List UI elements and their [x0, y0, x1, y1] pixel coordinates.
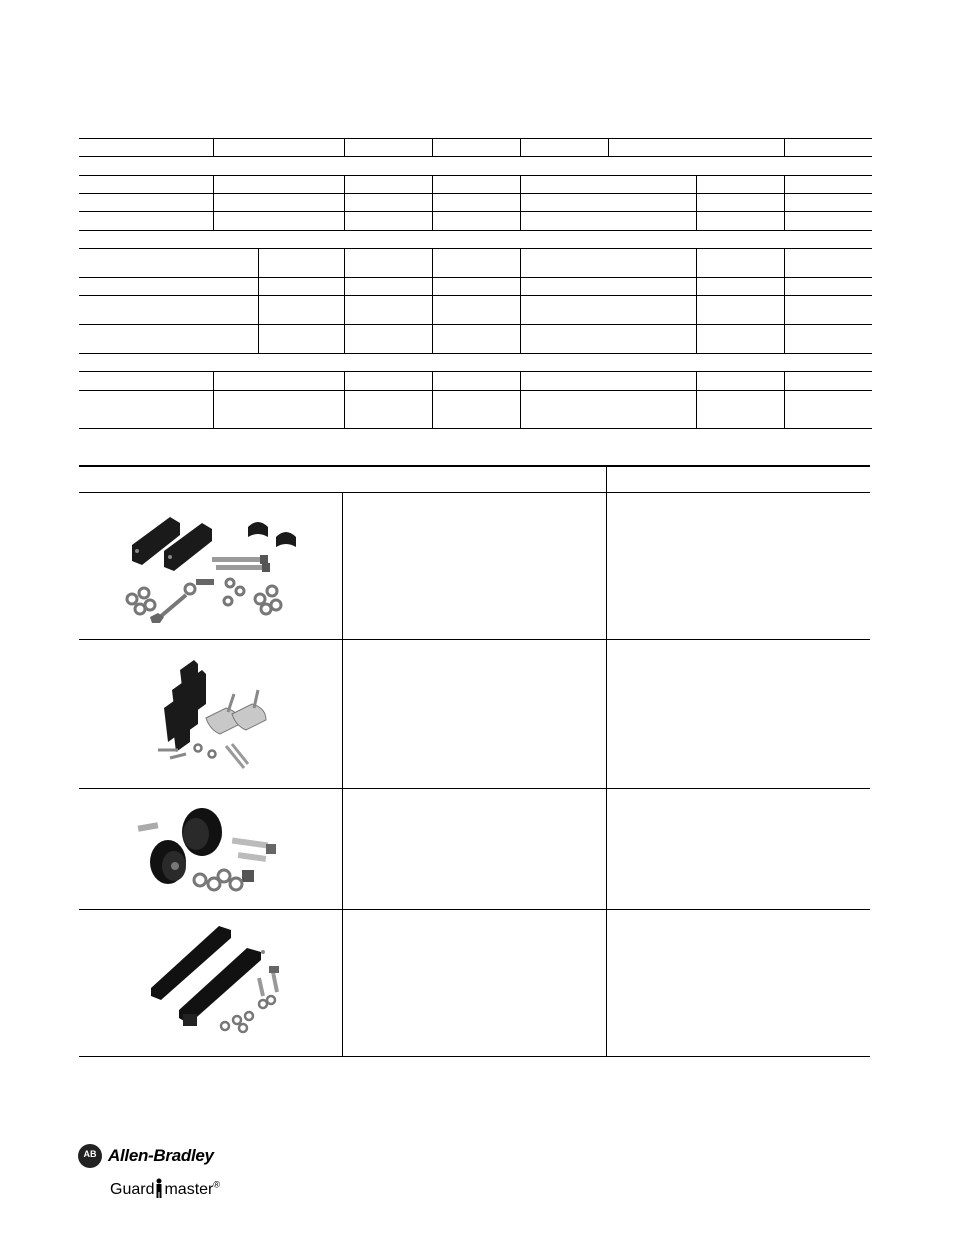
mounting-bar-kit-image — [145, 920, 295, 1040]
rubber-mount-kit-image — [130, 800, 290, 895]
clip-bracket-kit-image — [150, 650, 290, 775]
brand-name: Allen-Bradley — [108, 1146, 214, 1165]
sub-brand-name: Guard master® — [110, 1179, 221, 1198]
mounting-bracket-kit-image — [120, 505, 320, 625]
guardsman-figure-icon — [154, 1178, 164, 1198]
ab-logo-icon: AB — [78, 1144, 102, 1168]
allen-bradley-guardmaster-logo — [78, 1144, 238, 1204]
